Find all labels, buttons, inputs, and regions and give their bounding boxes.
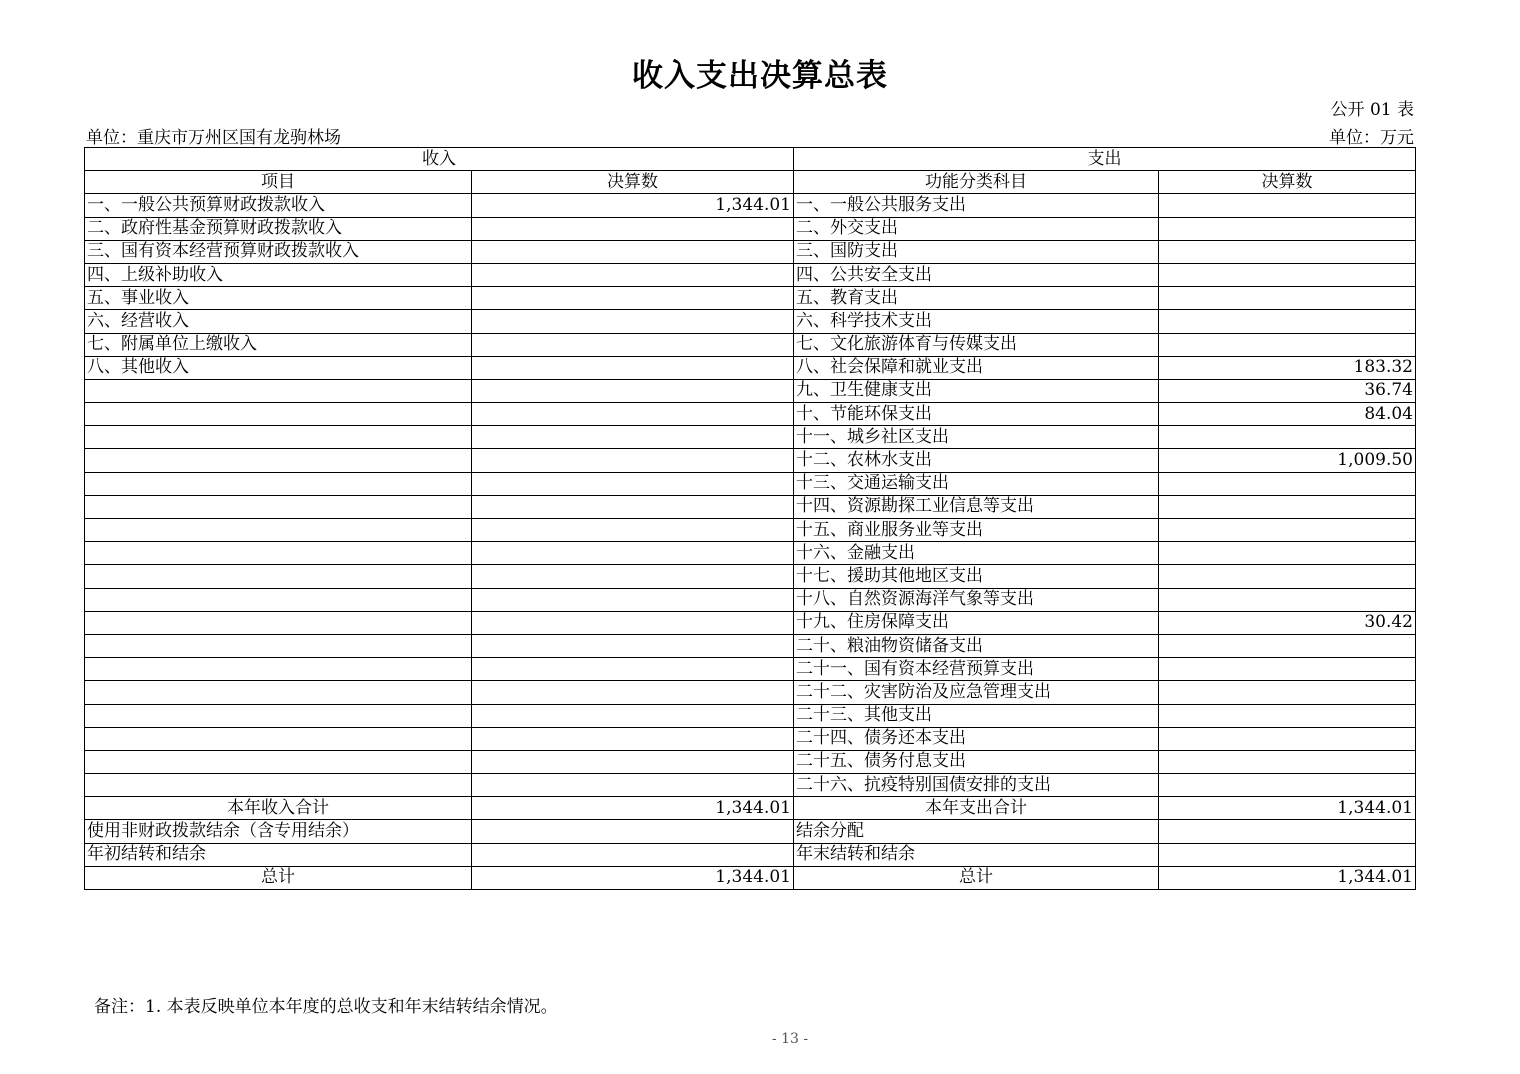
income-amount (472, 681, 794, 704)
income-amount (472, 542, 794, 565)
income-item (85, 681, 472, 704)
expense-item: 十二、农林水支出 (794, 449, 1159, 472)
grand-expense-total-label: 总计 (794, 866, 1159, 889)
expense-amount: 84.04 (1159, 403, 1416, 426)
income-item (85, 403, 472, 426)
nonfiscal-balance-amount (472, 820, 794, 843)
expense-item: 二十四、债务还本支出 (794, 727, 1159, 750)
expense-item: 八、社会保障和就业支出 (794, 356, 1159, 379)
expense-amount: 36.74 (1159, 379, 1416, 402)
year-expense-total-label: 本年支出合计 (794, 797, 1159, 820)
income-section-header: 收入 (85, 148, 794, 171)
table-row (85, 611, 1416, 634)
expense-section-header: 支出 (794, 148, 1416, 171)
income-amount (472, 519, 794, 542)
expense-item: 十六、金融支出 (794, 542, 1159, 565)
expense-amount (1159, 240, 1416, 263)
expense-amount (1159, 634, 1416, 657)
income-amount (472, 774, 794, 797)
income-amount (472, 449, 794, 472)
section-header-row (85, 148, 1416, 171)
table-row (85, 634, 1416, 657)
expense-item: 十九、住房保障支出 (794, 611, 1159, 634)
expense-amount (1159, 658, 1416, 681)
income-amount: 1,344.01 (472, 194, 794, 217)
income-amount (472, 588, 794, 611)
income-item (85, 611, 472, 634)
table-row (85, 820, 1416, 843)
income-item (85, 379, 472, 402)
beginning-balance-amount (472, 843, 794, 866)
expense-amount (1159, 287, 1416, 310)
income-item (85, 750, 472, 773)
expense-item: 二十一、国有资本经营预算支出 (794, 658, 1159, 681)
income-item (85, 426, 472, 449)
income-item (85, 495, 472, 518)
column-header-amount: 决算数 (472, 171, 794, 194)
income-item (85, 658, 472, 681)
income-amount (472, 704, 794, 727)
surplus-distribution-label: 结余分配 (794, 820, 1159, 843)
income-amount (472, 565, 794, 588)
table-row (85, 727, 1416, 750)
income-item: 七、附属单位上缴收入 (85, 333, 472, 356)
expense-item: 二十三、其他支出 (794, 704, 1159, 727)
table-row (85, 240, 1416, 263)
expense-item: 二十二、灾害防治及应急管理支出 (794, 681, 1159, 704)
expense-amount (1159, 542, 1416, 565)
table-row (85, 426, 1416, 449)
income-item (85, 634, 472, 657)
income-item: 五、事业收入 (85, 287, 472, 310)
expense-amount: 30.42 (1159, 611, 1416, 634)
ending-balance-label: 年末结转和结余 (794, 843, 1159, 866)
income-amount (472, 263, 794, 286)
nonfiscal-balance-label: 使用非财政拨款结余（含专用结余） (85, 820, 472, 843)
expense-amount (1159, 495, 1416, 518)
income-item (85, 565, 472, 588)
expense-item: 十、节能环保支出 (794, 403, 1159, 426)
grand-income-total-label: 总计 (85, 866, 472, 889)
currency-unit: 单位：万元 (1329, 128, 1414, 148)
income-amount (472, 750, 794, 773)
income-amount (472, 240, 794, 263)
table-row (85, 495, 1416, 518)
expense-item: 二十、粮油物资储备支出 (794, 634, 1159, 657)
unit-name: 单位：重庆市万州区国有龙驹林场 (86, 128, 341, 148)
table-row (85, 658, 1416, 681)
expense-amount (1159, 472, 1416, 495)
column-header-row (85, 171, 1416, 194)
column-header-amount: 决算数 (1159, 171, 1416, 194)
income-item (85, 449, 472, 472)
income-amount (472, 287, 794, 310)
expense-amount (1159, 263, 1416, 286)
income-item: 六、经营收入 (85, 310, 472, 333)
table-row (85, 287, 1416, 310)
expense-item: 七、文化旅游体育与传媒支出 (794, 333, 1159, 356)
column-header-item: 项目 (85, 171, 472, 194)
income-item (85, 727, 472, 750)
expense-amount (1159, 333, 1416, 356)
table-row (85, 472, 1416, 495)
expense-amount (1159, 426, 1416, 449)
table-row (85, 403, 1416, 426)
table-row (85, 263, 1416, 286)
grand-expense-total: 1,344.01 (1159, 866, 1416, 889)
table-row (85, 333, 1416, 356)
expense-amount (1159, 194, 1416, 217)
footnote: 备注：1. 本表反映单位本年度的总收支和年末结转结余情况。 (94, 997, 558, 1017)
expense-item: 十一、城乡社区支出 (794, 426, 1159, 449)
expense-amount: 183.32 (1159, 356, 1416, 379)
income-amount (472, 727, 794, 750)
income-amount (472, 217, 794, 240)
table-row (85, 843, 1416, 866)
table-row (85, 542, 1416, 565)
income-amount (472, 495, 794, 518)
table-row (85, 310, 1416, 333)
expense-item: 二、外交支出 (794, 217, 1159, 240)
expense-item: 九、卫生健康支出 (794, 379, 1159, 402)
income-amount (472, 310, 794, 333)
expense-amount (1159, 588, 1416, 611)
income-item: 一、一般公共预算财政拨款收入 (85, 194, 472, 217)
income-amount (472, 426, 794, 449)
expense-amount (1159, 750, 1416, 773)
expense-item: 二十六、抗疫特别国债安排的支出 (794, 774, 1159, 797)
expense-amount (1159, 565, 1416, 588)
income-item (85, 519, 472, 542)
expense-item: 十三、交通运输支出 (794, 472, 1159, 495)
income-amount (472, 658, 794, 681)
expense-item: 十五、商业服务业等支出 (794, 519, 1159, 542)
grand-total-row (85, 866, 1416, 889)
income-amount (472, 379, 794, 402)
income-amount (472, 634, 794, 657)
expense-amount (1159, 774, 1416, 797)
table-row (85, 194, 1416, 217)
expense-item: 五、教育支出 (794, 287, 1159, 310)
year-total-row (85, 797, 1416, 820)
page-number: - 13 - (771, 1031, 809, 1047)
beginning-balance-label: 年初结转和结余 (85, 843, 472, 866)
expense-amount (1159, 681, 1416, 704)
table-row (85, 379, 1416, 402)
table-row (85, 449, 1416, 472)
income-item: 二、政府性基金预算财政拨款收入 (85, 217, 472, 240)
table-row (85, 750, 1416, 773)
table-row (85, 774, 1416, 797)
grand-income-total: 1,344.01 (472, 866, 794, 889)
table-row (85, 565, 1416, 588)
table-row (85, 217, 1416, 240)
ending-balance-amount (1159, 843, 1416, 866)
expense-amount (1159, 519, 1416, 542)
expense-amount: 1,009.50 (1159, 449, 1416, 472)
expense-item: 十八、自然资源海洋气象等支出 (794, 588, 1159, 611)
income-amount (472, 356, 794, 379)
surplus-distribution-amount (1159, 820, 1416, 843)
income-item: 三、国有资本经营预算财政拨款收入 (85, 240, 472, 263)
income-amount (472, 403, 794, 426)
income-item: 四、上级补助收入 (85, 263, 472, 286)
year-expense-total: 1,344.01 (1159, 797, 1416, 820)
table-row (85, 519, 1416, 542)
income-amount (472, 611, 794, 634)
expense-item: 十四、资源勘探工业信息等支出 (794, 495, 1159, 518)
expense-amount (1159, 704, 1416, 727)
expense-item: 十七、援助其他地区支出 (794, 565, 1159, 588)
page-title: 收入支出决算总表 (632, 58, 888, 94)
expense-item: 二十五、债务付息支出 (794, 750, 1159, 773)
expense-amount (1159, 727, 1416, 750)
income-item: 八、其他收入 (85, 356, 472, 379)
expense-item: 三、国防支出 (794, 240, 1159, 263)
column-header-function: 功能分类科目 (794, 171, 1159, 194)
expense-item: 四、公共安全支出 (794, 263, 1159, 286)
income-amount (472, 472, 794, 495)
income-amount (472, 333, 794, 356)
table-row (85, 588, 1416, 611)
income-item (85, 588, 472, 611)
income-expense-table (84, 147, 1416, 890)
income-item (85, 704, 472, 727)
table-row (85, 704, 1416, 727)
table-row (85, 681, 1416, 704)
table-row (85, 356, 1416, 379)
year-income-total-label: 本年收入合计 (85, 797, 472, 820)
form-number: 公开 01 表 (1330, 100, 1414, 120)
expense-amount (1159, 217, 1416, 240)
year-income-total: 1,344.01 (472, 797, 794, 820)
income-item (85, 472, 472, 495)
income-item (85, 542, 472, 565)
income-item (85, 774, 472, 797)
expense-item: 六、科学技术支出 (794, 310, 1159, 333)
expense-amount (1159, 310, 1416, 333)
expense-item: 一、一般公共服务支出 (794, 194, 1159, 217)
